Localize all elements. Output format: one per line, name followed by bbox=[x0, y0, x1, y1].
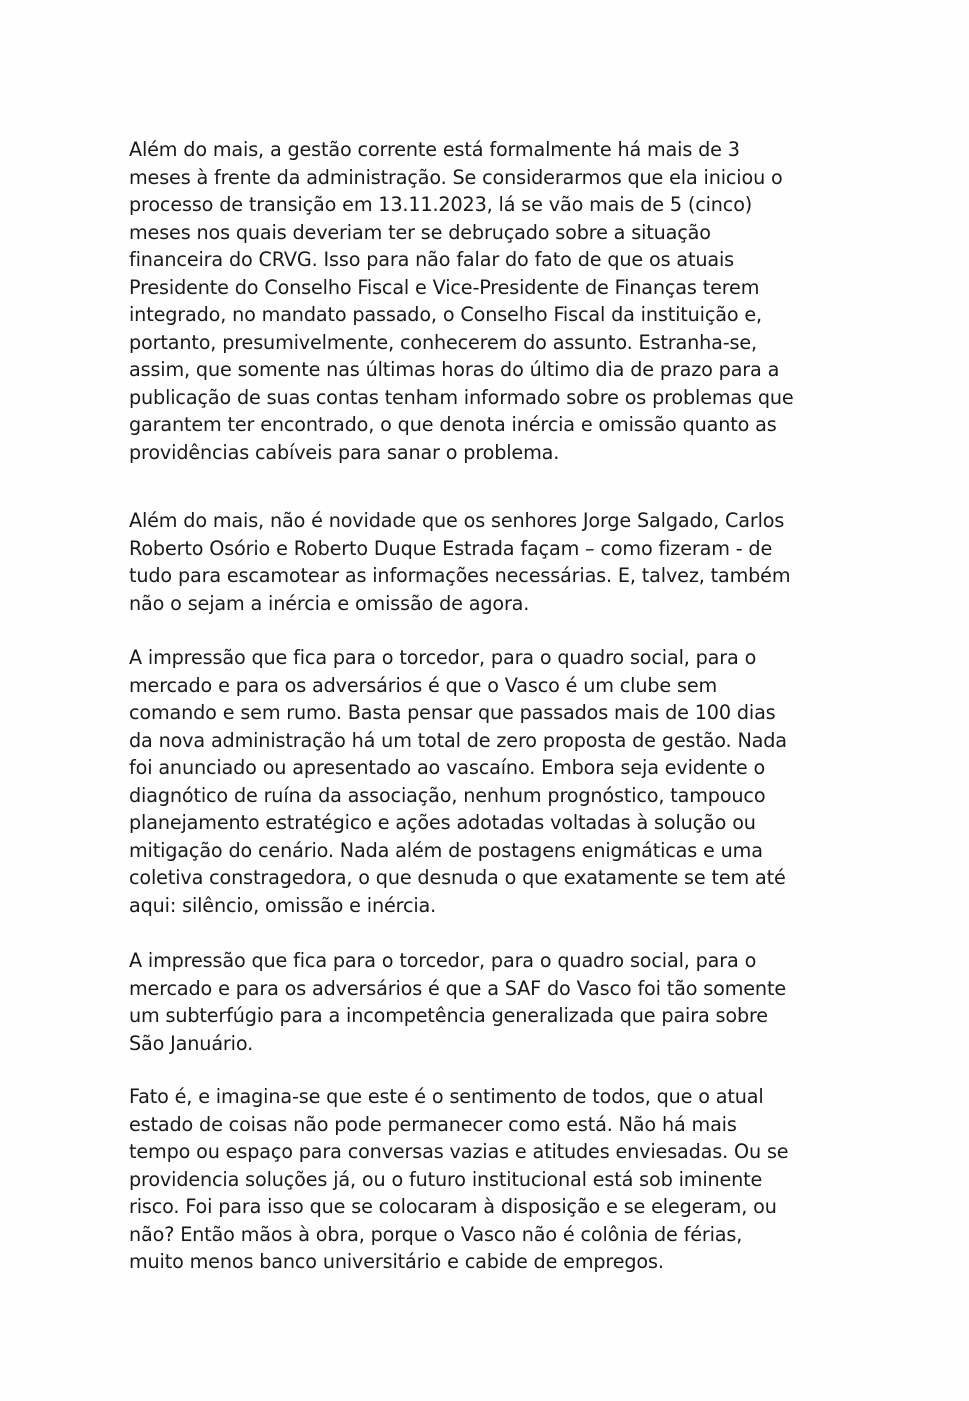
text-line: diagnótico de ruína da associação, nenhum prognóstico, tampouco bbox=[129, 783, 766, 807]
text-line: não o sejam a inércia e omissão de agora. bbox=[129, 591, 530, 615]
text-line: A impressão que fica para o torcedor, para o quadro social, para o bbox=[129, 646, 757, 669]
text-line: portanto, presumivelmente, conhecerem do assunto. Estranha-se, bbox=[129, 330, 757, 354]
text-line: assim, que somente nas últimas horas do último dia de prazo para a bbox=[129, 358, 780, 381]
text-line: Presidente do Conselho Fiscal e Vice-Presidente de Finanças terem bbox=[129, 275, 760, 299]
text-line: financeira do CRVG. Isso para não falar do fato de que os atuais bbox=[129, 248, 734, 271]
text-line: processo de transição em 13.11.2023, lá se vão mais de 5 (cinco) bbox=[129, 193, 753, 216]
text-line: coletiva constragedora, o que desnuda o que exatamente se tem até bbox=[129, 866, 786, 889]
text-line: providencia soluções já, ou o futuro institucional está sob iminente bbox=[129, 1167, 763, 1191]
paragraph-5 bbox=[129, 1083, 869, 1276]
text-line: Além do mais, não é novidade que os senhores Jorge Salgado, Carlos bbox=[129, 509, 785, 532]
text-line: meses nos quais deveriam ter se debruçado sobre a situação bbox=[129, 220, 711, 244]
text-line: risco. Foi para isso que se colocaram à disposição e se elegeram, ou bbox=[129, 1195, 777, 1218]
paragraph-4 bbox=[129, 947, 869, 1057]
text-line: Além do mais, a gestão corrente está formalmente há mais de 3 bbox=[129, 138, 740, 161]
text-line: integrado, no mandato passado, o Conselho Fiscal da instituição e, bbox=[129, 303, 762, 326]
text-line: Roberto Osório e Roberto Duque Estrada façam – como fizeram - de bbox=[129, 536, 773, 560]
text-line: mercado e para os adversários é que o Vasco é um clube sem bbox=[129, 673, 718, 697]
text-line: meses à frente da administração. Se considerarmos que ela iniciou o bbox=[129, 165, 783, 189]
text-line: estado de coisas não pode permanecer como está. Não há mais bbox=[129, 1112, 737, 1136]
text-line: da nova administração há um total de zero proposta de gestão. Nada bbox=[129, 728, 787, 752]
text-line: providências cabíveis para sanar o problema. bbox=[129, 440, 560, 464]
text-line: Fato é, e imagina-se que este é o sentimento de todos, que o atual bbox=[129, 1085, 764, 1108]
text-line: aqui: silêncio, omissão e inércia. bbox=[129, 893, 437, 917]
text-line: A impressão que fica para o torcedor, para o quadro social, para o bbox=[129, 949, 757, 972]
text-line: garantem ter encontrado, o que denota inércia e omissão quanto as bbox=[129, 413, 777, 436]
text-line: tudo para escamotear as informações necessárias. E, talvez, também bbox=[129, 564, 791, 587]
paragraph-3 bbox=[129, 644, 869, 919]
text-line: comando e sem rumo. Basta pensar que passados mais de 100 dias bbox=[129, 701, 776, 724]
text-line: um subterfúgio para a incompetência generalizada que paira sobre bbox=[129, 1004, 768, 1027]
text-line: muito menos banco universitário e cabide de empregos. bbox=[129, 1250, 664, 1273]
text-line: mercado e para os adversários é que a SAF do Vasco foi tão somente bbox=[129, 976, 786, 1000]
text-line: tempo ou espaço para conversas vazias e atitudes enviesadas. Ou se bbox=[129, 1140, 789, 1163]
text-line: mitigação do cenário. Nada além de postagens enigmáticas e uma bbox=[129, 838, 763, 862]
text-line: foi anunciado ou apresentado ao vascaíno. Embora seja evidente o bbox=[129, 756, 766, 779]
text-line: publicação de suas contas tenham informado sobre os problemas que bbox=[129, 385, 794, 409]
text-line: São Januário. bbox=[129, 1031, 254, 1055]
paragraph-1 bbox=[129, 136, 869, 466]
text-line: planejamento estratégico e ações adotadas voltadas à solução ou bbox=[129, 811, 756, 834]
paragraph-2 bbox=[129, 507, 869, 617]
text-line: não? Então mãos à obra, porque o Vasco não é colônia de férias, bbox=[129, 1222, 743, 1246]
